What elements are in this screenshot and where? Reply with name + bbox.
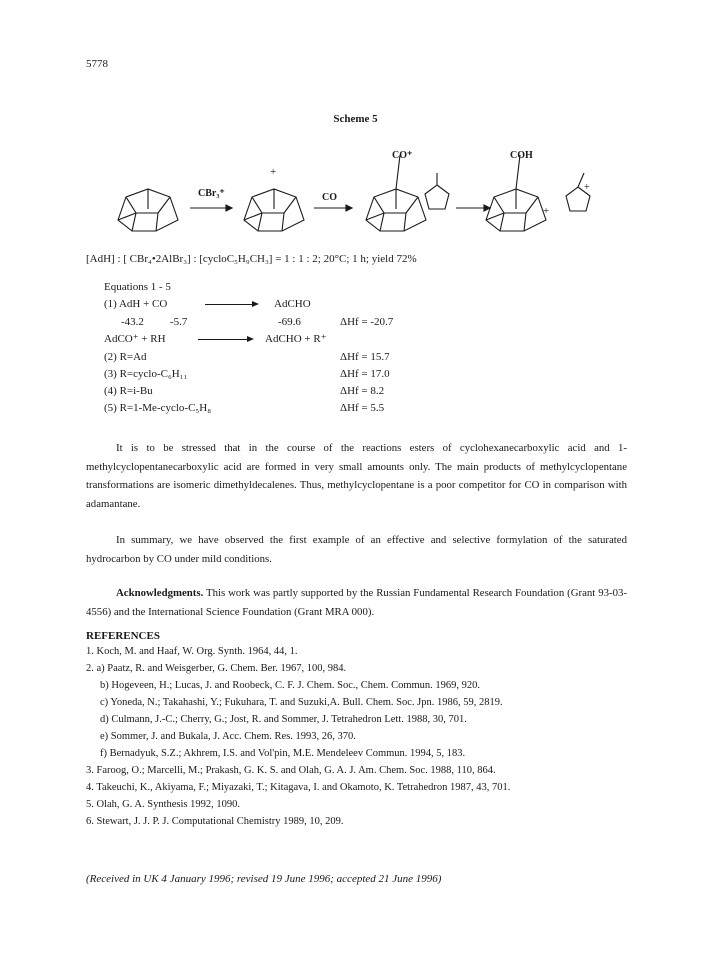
eq1-value-b: -5.7 <box>170 316 188 328</box>
eq1-arrow <box>205 304 253 305</box>
reference-item: c) Yoneda, N.; Takahashi, Y.; Fukuhara, T. and Suzuki,A. Bull. Chem. Soc. Jpn. 1986, 59, 2819. <box>100 697 503 708</box>
eq3-dh: ΔHf = 17.0 <box>340 368 390 380</box>
adamantyl-cation <box>244 189 304 231</box>
references-heading: REFERENCES <box>86 630 160 642</box>
reaction-conditions: [AdH] : [ CBr₄•2AlBr₃] : [cycloC₅H₉CH₃] = 1 : 1 : 2; 20°C; 1 h; yield 72% <box>86 253 417 265</box>
eq-general-arrowhead <box>247 336 254 342</box>
acknowledgments <box>86 584 627 621</box>
scheme-title: Scheme 5 <box>333 113 378 125</box>
cation-charge: + <box>270 166 277 178</box>
reference-item: 1. Koch, M. and Haaf, W. Org. Synth. 1964, 44, 1. <box>86 646 298 657</box>
plus-sign: + <box>543 205 550 217</box>
equations-general <box>0 332 711 442</box>
eq2-dh: ΔHf = 15.7 <box>340 351 390 363</box>
reference-item: b) Hogeveen, H.; Lucas, J. and Roobeck, C. F. J. Chem. Soc., Chem. Commun. 1969, 920. <box>100 680 481 691</box>
paragraph-1: It is to be stressed that in the course of the reactions esters of cyclohexanecarboxylic acid and 1-methylcyclopentanecarboxylic acid are formed in very small amounts only. The main products of methylcyclopentane transformations are isomeric dimethyldecalenes. Thus, methylcyclopentane is a poor competitor for CO in comparison with adamantane. <box>86 442 627 510</box>
eq3-label: (3) R=cyclo-C₆H₁₁ <box>104 368 188 380</box>
equations-block <box>0 280 711 340</box>
reference-item: 2. a) Paatz, R. and Weisgerber, G. Chem. Ber. 1967, 100, 984. <box>86 663 347 674</box>
eq-general-right: AdCHO + R⁺ <box>265 333 327 345</box>
acylium-label: CO⁺ <box>392 150 413 161</box>
reaction-scheme <box>0 130 711 240</box>
eq2-label: (2) R=Ad <box>104 351 147 363</box>
reference-item: 6. Stewart, J. J. P. J. Computational Chemistry 1989, 10, 209. <box>86 816 344 827</box>
references-list <box>0 645 711 845</box>
eq1-dh: ΔHf = -20.7 <box>340 316 394 328</box>
reference-item: 4. Takeuchi, K., Akiyama, F.; Miyazaki, T.; Kitagava, I. and Okamoto, K. Tetrahedron 1987, 43, 701. <box>86 782 511 793</box>
cyclopentyl-charge: + <box>584 182 590 193</box>
reference-item: f) Bernadyuk, S.Z.; Akhrem, I.S. and Vol'pin, M.E. Mendeleev Commun. 1994, 5, 183. <box>100 748 466 759</box>
scheme-drawing <box>0 130 711 240</box>
equations-heading: Equations 1 - 5 <box>104 281 171 293</box>
acknowledgments-body: This work was partly supported by the Russian Fundamental Research Foundation (Grant 93-03-4556) and the International Science Foundation (Grant MRA 000). <box>86 587 627 618</box>
eq4-dh: ΔHf = 8.2 <box>340 385 385 397</box>
adamantane-carbaldehyde <box>486 155 546 231</box>
paragraph-2: In summary, we have observed the first example of an effective and selective formylation of the saturated hydrocarbon by CO under mild conditions. <box>86 534 627 565</box>
aldehyde-label: COH <box>510 150 533 161</box>
eq4-label: (4) R=i-Bu <box>104 385 153 397</box>
reference-item: d) Culmann, J.-C.; Cherry, G.; Jost, R. and Sommer, J. Tetrahedron Lett. 1988, 30, 701. <box>100 714 467 725</box>
received-dates: (Received in UK 4 January 1996; revised 19 June 1996; accepted 21 June 1996) <box>86 873 442 885</box>
eq5-label: (5) R=1-Me-cyclo-C₅H₈ <box>104 402 212 414</box>
reagent-co: CO <box>322 192 337 203</box>
eq1-left: (1) AdH + CO <box>104 298 168 310</box>
acknowledgments-heading: Acknowledgments. <box>116 587 204 599</box>
adamantane-molecule-1 <box>118 189 178 231</box>
eq1-value-c: -69.6 <box>278 316 301 328</box>
reference-item: 5. Olah, G. A. Synthesis 1992, 1090. <box>86 799 241 810</box>
page-number: 5778 <box>86 58 108 70</box>
eq5-dh: ΔHf = 5.5 <box>340 402 385 414</box>
eq1-product: AdCHO <box>274 298 311 310</box>
reference-item: 3. Faroog, O.; Marcelli, M.; Prakash, G. K. S. and Olah, G. A. J. Am. Chem. Soc. 1988, 110, 864. <box>86 765 496 776</box>
eq-general-arrow <box>198 339 248 340</box>
reference-item: e) Sommer, J. and Bukala, J. Acc. Chem. Res. 1993, 26, 370. <box>100 731 356 742</box>
reagent-cbr3: CBr₃⁺ <box>198 188 225 199</box>
acylium-adamantane <box>366 155 426 231</box>
methylcyclopentane <box>425 173 449 209</box>
eq1-value-a: -43.2 <box>121 316 144 328</box>
eq-general-left: AdCO⁺ + RH <box>104 333 166 345</box>
eq1-arrowhead <box>252 301 259 307</box>
